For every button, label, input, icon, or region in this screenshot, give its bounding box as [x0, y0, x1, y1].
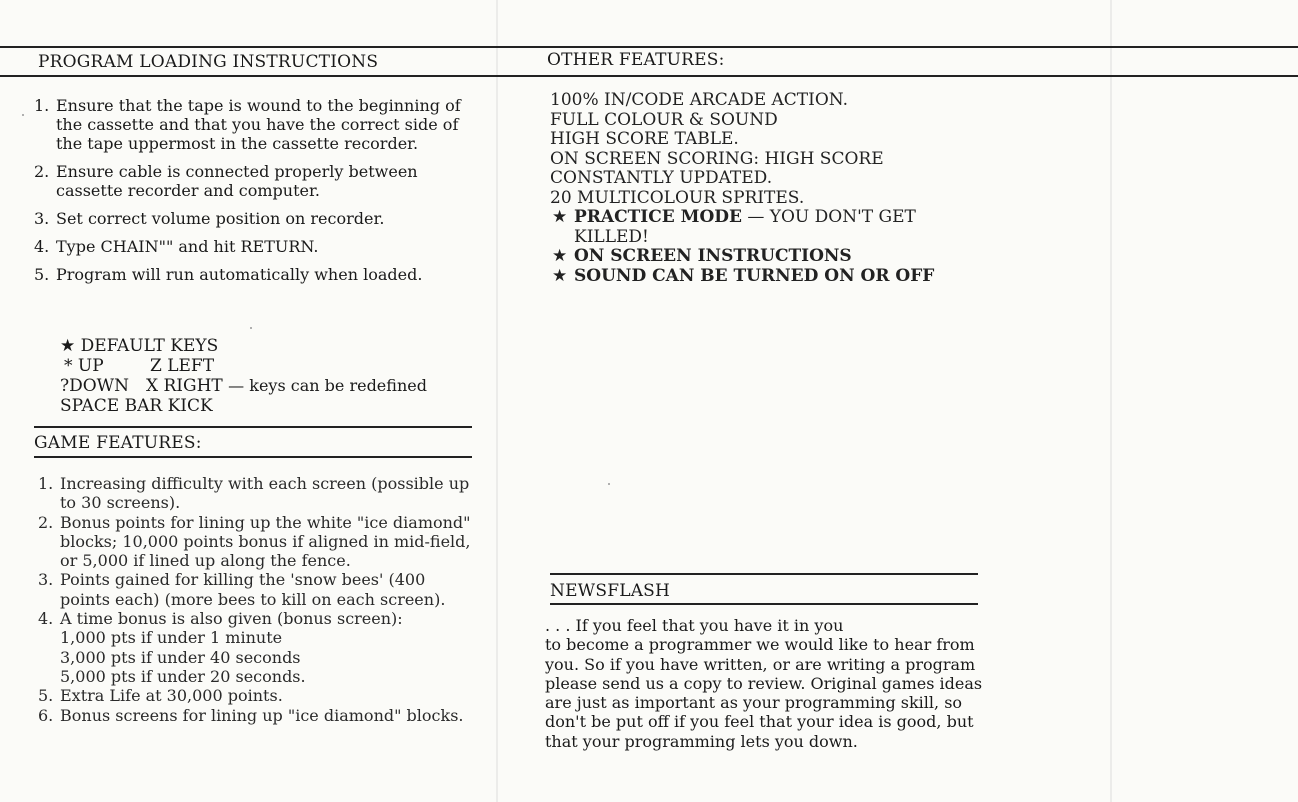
feature-line: CONSTANTLY UPDATED. [550, 168, 773, 188]
game-feature-item [38, 609, 478, 686]
game-feature-item [38, 706, 478, 725]
loading-step [34, 237, 464, 256]
paper-speck [608, 483, 610, 485]
keys-line-2 [60, 376, 480, 397]
step-number: 5. [34, 265, 50, 284]
newsflash [545, 616, 985, 751]
keys-note: — keys can be redefined [228, 376, 427, 395]
starred-feature [552, 247, 1070, 267]
step-text: Ensure cable is connected properly between cassette recorder and computer. [56, 162, 418, 200]
other-lines [550, 91, 1070, 208]
item-text: Points gained for killing the 'snow bees' (400 points each) (more bees to kill on each screen). [60, 570, 446, 609]
loading-heading: PROGRAM LOADING INSTRUCTIONS [38, 52, 379, 72]
game-heading: GAME FEATURES: [34, 433, 202, 453]
item-text: A time bonus is also given (bonus screen): [60, 609, 403, 629]
game-feature-item [38, 686, 478, 705]
star-icon: ★ [552, 207, 568, 227]
feature-bold: ON SCREEN INSTRUCTIONS [574, 246, 852, 266]
key-right: X RIGHT [146, 376, 223, 396]
game-list [38, 474, 478, 725]
item-text: Bonus screens for lining up "ice diamond" blocks. [60, 705, 464, 725]
starred-feature [552, 208, 1070, 228]
star-icon: ★ [552, 265, 568, 286]
starred-feature [552, 267, 1070, 287]
step-number: 3. [34, 209, 50, 228]
loading-list [34, 96, 464, 284]
other-heading: OTHER FEATURES: [547, 50, 725, 70]
fold-line-right [1110, 0, 1112, 802]
news-lead: . . . If you feel that you have it in you [545, 616, 844, 635]
feature-bold: SOUND CAN BE TURNED ON OR OFF [574, 265, 935, 286]
keys-title: ★ DEFAULT KEYS [60, 336, 219, 356]
loading-step [34, 96, 464, 153]
feature-line: 20 MULTICOLOUR SPRITES. [550, 187, 805, 208]
item-number: 3. [38, 570, 54, 590]
top-rule [0, 46, 1298, 48]
feature-line: ON SCREEN SCORING: HIGH SCORE [550, 148, 884, 169]
feature-continuation: KILLED! [574, 226, 649, 247]
feature-line: FULL COLOUR & SOUND [550, 109, 778, 130]
news-top-rule [550, 573, 978, 575]
step-text: Type CHAIN"" and hit RETURN. [56, 237, 319, 256]
step-number: 1. [34, 96, 50, 115]
key-left: Z LEFT [150, 355, 215, 376]
key-up: * UP [64, 355, 104, 376]
key-down: ?DOWN [60, 376, 130, 396]
feature-line: 100% IN/CODE ARCADE ACTION. [550, 90, 848, 110]
item-number: 6. [38, 705, 54, 725]
keys-line-1 [60, 357, 480, 377]
item-number: 5. [38, 686, 54, 706]
feature-line: HIGH SCORE TABLE. [550, 129, 739, 149]
bonus-line: 3,000 pts if under 40 seconds [60, 647, 301, 667]
game-feature-item [38, 513, 478, 571]
loading-step [34, 265, 464, 284]
paper-speck [22, 114, 24, 116]
bonus-line: 1,000 pts if under 1 minute [60, 628, 283, 648]
game-feature-item [38, 570, 478, 609]
item-number: 2. [38, 512, 54, 532]
item-text: Extra Life at 30,000 points. [60, 686, 283, 706]
feature-rest: — YOU DON'T GET [741, 207, 916, 227]
keys-line-3: SPACE BAR KICK [60, 395, 213, 416]
game-top-rule [34, 426, 472, 428]
step-text: Program will run automatically when loaded. [56, 265, 423, 284]
star-icon: ★ [552, 246, 568, 266]
news-heading: NEWSFLASH [550, 581, 671, 601]
header-underline [0, 75, 1298, 77]
item-text: Bonus points for lining up the white "ice diamond" blocks; 10,000 points bonus if aligned in mid-field, or 5,000 if lined up along the fence. [60, 512, 471, 571]
game-features [38, 474, 478, 725]
other-features [550, 91, 1070, 286]
loading-step [34, 162, 464, 200]
game-bottom-rule [34, 456, 472, 458]
step-text: Set correct volume position on recorder. [56, 209, 385, 228]
fold-line-left [496, 0, 498, 802]
default-keys [60, 337, 480, 416]
game-feature-item [38, 474, 478, 513]
loading-steps [34, 96, 464, 293]
paper-speck [250, 327, 252, 329]
step-number: 4. [34, 237, 50, 256]
bonus-line: 5,000 pts if under 20 seconds. [60, 666, 306, 686]
loading-step [34, 209, 464, 228]
item-number: 1. [38, 474, 54, 493]
feature-bold: PRACTICE MODE [574, 207, 742, 227]
news-body: to become a programmer we would like to hear from you. So if you have written, or are writing a program please send us a copy to review. Original games ideas are just as important as your programming skill, so don't be put off if you feel that your idea is good, but that your programming lets you down. [545, 635, 983, 751]
other-starred [550, 208, 1070, 286]
news-bottom-rule [550, 603, 978, 605]
item-text: Increasing difficulty with each screen (possible up to 30 screens). [60, 474, 470, 513]
step-number: 2. [34, 162, 50, 181]
step-text: Ensure that the tape is wound to the beginning of the cassette and that you have the correct side of the tape uppermost in the cassette recorder. [56, 96, 461, 153]
item-number: 4. [38, 609, 54, 629]
